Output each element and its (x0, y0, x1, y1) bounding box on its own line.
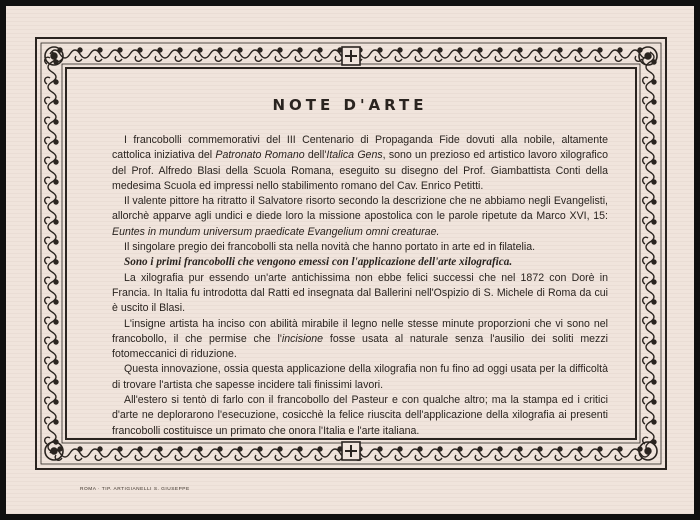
vine-bud (518, 447, 522, 451)
vine-bud (278, 48, 282, 52)
vine-leaf (643, 157, 648, 164)
vine-leaf (643, 317, 648, 324)
vine-bud (558, 447, 562, 451)
vine-bud (54, 360, 58, 364)
vine-leaf (475, 56, 482, 61)
vine-bud (158, 447, 162, 451)
vine-bud (538, 447, 542, 451)
vine-leaf (155, 56, 162, 61)
vine-bud (158, 48, 162, 52)
vine-bud (54, 160, 58, 164)
vine-leaf (95, 455, 102, 460)
vine-bud (652, 300, 656, 304)
vine-leaf (75, 455, 82, 460)
vine-bud (652, 320, 656, 324)
corner-rosette-center (51, 448, 57, 454)
vine-bud (418, 447, 422, 451)
vine-bud (652, 80, 656, 84)
vine-leaf (215, 56, 222, 61)
vine-leaf (45, 77, 50, 84)
vine-bud (198, 447, 202, 451)
vine-leaf (135, 56, 142, 61)
vine-leaf (315, 455, 322, 460)
paragraph (112, 133, 608, 194)
vine-leaf (515, 56, 522, 61)
vine-leaf (415, 455, 422, 460)
vine-bud (652, 420, 656, 424)
vine-leaf (643, 217, 648, 224)
vine-bud (178, 447, 182, 451)
vine-bud (418, 48, 422, 52)
vine-leaf (643, 297, 648, 304)
vine-bud (298, 48, 302, 52)
vine-leaf (575, 455, 582, 460)
vine-bud (652, 240, 656, 244)
vine-leaf (115, 455, 122, 460)
vine-leaf (45, 297, 50, 304)
vine-bud (458, 48, 462, 52)
italic-text: incisione (281, 332, 324, 345)
vine-leaf (315, 56, 322, 61)
vine-bud (54, 320, 58, 324)
document-card (6, 6, 694, 514)
vine-bud (458, 447, 462, 451)
vine-bud (54, 280, 58, 284)
vine-bud (54, 180, 58, 184)
vine-leaf (643, 337, 648, 344)
text-run: Questa innovazione, ossia questa applicazione della xilografia non fu fino ad oggi usata per la difficoltà di trovare l'artista che sapesse incidere tali finissimi lavori. (112, 363, 608, 391)
vine-bud (54, 60, 58, 64)
vine-leaf (535, 455, 542, 460)
vine-leaf (45, 277, 50, 284)
vine-leaf (195, 56, 202, 61)
vine-bud (178, 48, 182, 52)
vine-bud (578, 48, 582, 52)
vine-leaf (45, 337, 50, 344)
italic-text: Italica Gens (326, 149, 383, 162)
vine-bud (618, 48, 622, 52)
vine-leaf (643, 417, 648, 424)
vine-bud (538, 48, 542, 52)
vine-leaf (255, 455, 262, 460)
vine-bud (198, 48, 202, 52)
vine-leaf (643, 277, 648, 284)
vine-bud (652, 200, 656, 204)
vine-leaf (95, 56, 102, 61)
italic-text: Euntes in mundum universum praedicate Evangelium omni creaturae. (112, 225, 440, 238)
vine-bud (652, 400, 656, 404)
vine-bud (54, 140, 58, 144)
vine-leaf (295, 56, 302, 61)
vine-bud (278, 447, 282, 451)
vine-bud (438, 48, 442, 52)
vine-bud (652, 360, 656, 364)
vine-bud (258, 48, 262, 52)
vine-leaf (45, 237, 50, 244)
vine-leaf (643, 137, 648, 144)
vine-bud (238, 447, 242, 451)
vine-leaf (495, 455, 502, 460)
vine-leaf (495, 56, 502, 61)
vine-bud (54, 400, 58, 404)
vine-leaf (45, 197, 50, 204)
vine-leaf (643, 357, 648, 364)
vine-bud (298, 447, 302, 451)
vine-bud (378, 48, 382, 52)
text-run: Sono i primi francobolli che vengono emessi con l'applicazione dell'arte xilografica. (124, 256, 513, 269)
vine-bud (98, 447, 102, 451)
vine-leaf (45, 257, 50, 264)
vine-leaf (555, 455, 562, 460)
vine-leaf (215, 455, 222, 460)
vine-leaf (575, 56, 582, 61)
vine-bud (652, 140, 656, 144)
vine-bud (652, 280, 656, 284)
vine-leaf (615, 455, 622, 460)
vine-bud (78, 48, 82, 52)
body-text (112, 133, 608, 439)
paragraph (112, 317, 608, 363)
vine-bud (498, 447, 502, 451)
text-run: L'insigne artista ha inciso con abilità mirabile il legno nelle stesse minute proporzioni che vi sono nel francobollo, il che permise che l' (112, 317, 608, 345)
printer-imprint: ROMA · TIP. ARTIGIANELLI S. GIUSEPPE (80, 487, 190, 492)
vine-leaf (595, 56, 602, 61)
vine-leaf (515, 455, 522, 460)
vine-bud (218, 48, 222, 52)
vine-leaf (475, 455, 482, 460)
vine-bud (54, 120, 58, 124)
vine-leaf (615, 56, 622, 61)
vine-bud (398, 447, 402, 451)
vine-leaf (45, 177, 50, 184)
vine-bud (652, 160, 656, 164)
vine-bud (54, 80, 58, 84)
vine-leaf (235, 56, 242, 61)
vine-bud (578, 447, 582, 451)
corner-rosette-center (645, 53, 651, 59)
text-run: Il valente pittore ha ritratto il Salvatore risorto secondo la descrizione che ne abbiamo negli Evangelisti, allorchè apparve agli undici e diede loro la missione apostolica con le parole ripetute da Marco XVI, 15: (112, 195, 608, 223)
vine-leaf (455, 56, 462, 61)
paragraph (112, 362, 608, 393)
text-run: Il singolare pregio dei francobolli sta nella novità che hanno portato in arte ed in filatelia. (124, 241, 536, 254)
vine-leaf (175, 455, 182, 460)
vine-leaf (75, 56, 82, 61)
vine-bud (78, 447, 82, 451)
vine-leaf (45, 377, 50, 384)
vine-bud (238, 48, 242, 52)
paragraph (112, 271, 608, 317)
vine-bud (618, 447, 622, 451)
vine-leaf (45, 417, 50, 424)
vine-leaf (643, 397, 648, 404)
vine-bud (138, 48, 142, 52)
paragraph (112, 194, 608, 240)
vine-leaf (375, 455, 382, 460)
vine-leaf (415, 56, 422, 61)
corner-rosette-center (645, 448, 651, 454)
vine-bud (54, 340, 58, 344)
vine-leaf (155, 455, 162, 460)
vine-leaf (45, 157, 50, 164)
vine-leaf (395, 56, 402, 61)
vine-bud (58, 447, 62, 451)
vine-leaf (275, 455, 282, 460)
vine-bud (54, 420, 58, 424)
page-title: NOTE D'ARTE (272, 96, 428, 114)
vine-bud (54, 300, 58, 304)
vine-leaf (255, 56, 262, 61)
vine-leaf (45, 397, 50, 404)
vine-bud (318, 447, 322, 451)
vine-leaf (45, 357, 50, 364)
paragraph (112, 255, 608, 270)
vine-bud (652, 340, 656, 344)
vine-leaf (45, 217, 50, 224)
vine-leaf (45, 137, 50, 144)
vine-leaf (195, 455, 202, 460)
vine-bud (54, 200, 58, 204)
vine-bud (652, 180, 656, 184)
vine-leaf (175, 56, 182, 61)
vine-bud (478, 48, 482, 52)
paragraph (112, 240, 608, 255)
vine-leaf (643, 117, 648, 124)
vine-bud (138, 447, 142, 451)
vine-bud (218, 447, 222, 451)
vine-leaf (235, 455, 242, 460)
vine-leaf (45, 117, 50, 124)
vine-bud (98, 48, 102, 52)
vine-leaf (643, 237, 648, 244)
vine-leaf (335, 455, 342, 460)
text-run: dell' (304, 149, 327, 162)
italic-text: Patronato Romano (215, 149, 305, 162)
vine-leaf (135, 455, 142, 460)
vine-leaf (643, 177, 648, 184)
vine-bud (598, 48, 602, 52)
vine-bud (54, 240, 58, 244)
vine-bud (558, 48, 562, 52)
vine-leaf (535, 56, 542, 61)
vine-leaf (375, 56, 382, 61)
vine-leaf (455, 455, 462, 460)
vine-leaf (395, 455, 402, 460)
corner-rosette-center (51, 53, 57, 59)
text-run: La xilografia pur essendo un'arte antichissima non ebbe felici successi che nel 1872 con Dorè in Francia. In Italia fu introdotta dal Ratti ed insegnata dal Ballerini nell'Ospizio di S. Michele di Roma da cui è uscito il Blasi. (112, 271, 608, 315)
vine-bud (652, 380, 656, 384)
vine-bud (598, 447, 602, 451)
vine-leaf (295, 455, 302, 460)
vine-bud (54, 220, 58, 224)
vine-bud (54, 260, 58, 264)
vine-leaf (555, 56, 562, 61)
text-run: , sono un prezioso ed artistico lavoro xilografico del Prof. Alfredo Blasi della Scuola Romana, eseguito su disegno del Prof. Giambattista Conti della medesima Scuola ed impressi nello stabilimento romano del Cav. Enrico Petitti. (112, 149, 608, 192)
paragraph (112, 393, 608, 439)
text-run: fosse usata al naturale senza l'ausilio dei soliti mezzi fotomeccanici di riduzione. (112, 332, 608, 361)
vine-leaf (643, 197, 648, 204)
vine-bud (258, 447, 262, 451)
vine-bud (498, 48, 502, 52)
vine-bud (118, 447, 122, 451)
vine-bud (652, 260, 656, 264)
vine-leaf (643, 377, 648, 384)
vine-leaf (115, 56, 122, 61)
vine-bud (478, 447, 482, 451)
vine-leaf (45, 317, 50, 324)
vine-leaf (435, 455, 442, 460)
vine-bud (118, 48, 122, 52)
vine-leaf (643, 77, 648, 84)
vine-leaf (435, 56, 442, 61)
vine-bud (398, 48, 402, 52)
vine-leaf (335, 56, 342, 61)
vine-leaf (275, 56, 282, 61)
vine-leaf (595, 455, 602, 460)
vine-bud (438, 447, 442, 451)
vine-bud (378, 447, 382, 451)
text-run: All'estero si tentò di farlo con il francobollo del Pasteur e con qualche altro; ma la stampa ed i critici d'arte ne deplorarono l'esecuzione, cosicchè la felice riuscita dell'applicazione della xilografia ai presenti francobolli costituisce un primato che onora l'Italia e l'arte italiana. (112, 394, 608, 437)
vine-leaf (643, 257, 648, 264)
vine-bud (652, 220, 656, 224)
vine-bud (518, 48, 522, 52)
vine-bud (318, 48, 322, 52)
vine-bud (652, 120, 656, 124)
text-run: I francobolli commemorativi del III Centenario di Propaganda Fide dovuti alla nobile, altamente cattolica iniziativa del (112, 134, 608, 162)
vine-bud (54, 380, 58, 384)
